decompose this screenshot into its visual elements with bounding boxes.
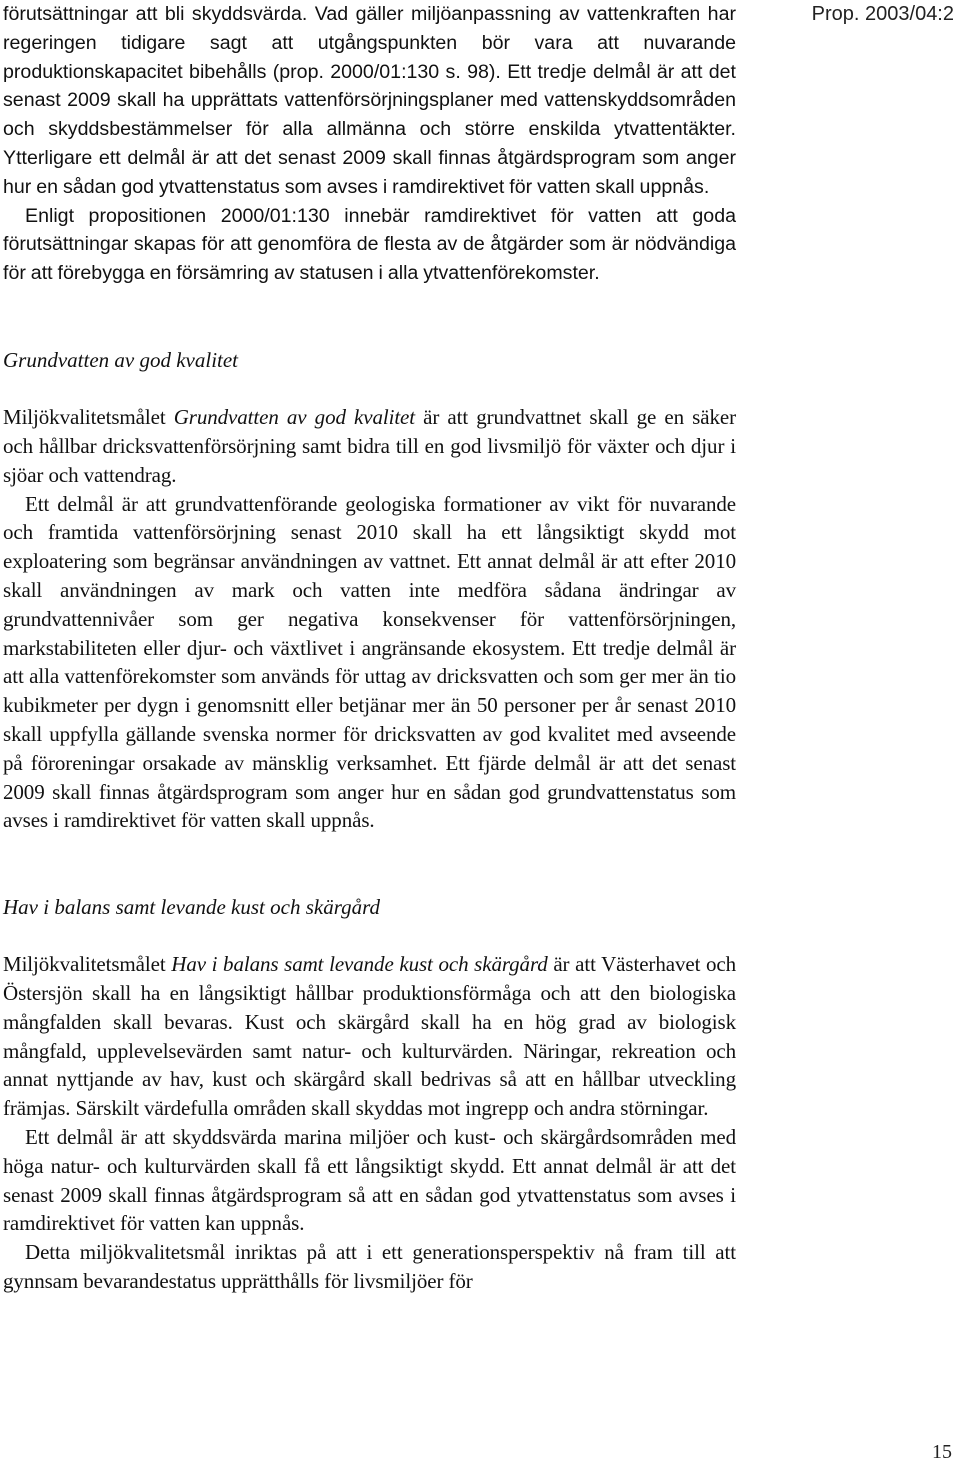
goal-intro-text: Miljökvalitetsmålet — [3, 952, 172, 977]
goal-description: är att grundvattnet skall ge en säker och hållbar dricksvattenförsörjning samt bidra till en god livsmiljö för växter och djur i sjöar och vattendrag. — [3, 405, 736, 487]
groundwater-paragraph-1 — [3, 403, 736, 489]
heading-spacer — [3, 922, 736, 951]
proposition-reference: Prop. 2003/04:2 — [811, 3, 954, 25]
section-spacer — [3, 835, 736, 893]
intro-paragraph-2: Enligt propositionen 2000/01:130 innebär ramdirektivet för vatten att goda förutsättningar skapas för att genomföra de flesta av de åtgärder som är nödvändiga för att förebygga en försämring av statusen i alla ytvattenförekomster. — [3, 204, 736, 285]
intro-paragraph-1: förutsättningar att bli skyddsvärda. Vad gäller miljöanpassning av vattenkraften har regeringen tidigare sagt att utgångspunkten bör vara att nuvarande produktionskapacitet bibehålls (prop. 2000/01:130 s. 98). Ett tredje delmål är att det senast 2009 skall ha upprättats vattenförsörjningsplaner med vattenskyddsområden och skyddsbestämmelser för alla allmänna och större enskilda ytvattentäkter. Ytterligare ett delmål är att det senast 2009 skall finnas åtgärdsprogram som anger hur en sådan god ytvattenstatus som avses i ramdirektivet för vatten skall uppnås. — [3, 3, 736, 198]
body-text-column — [3, 0, 736, 1296]
sea-paragraph-2: Ett delmål är att skyddsvärda marina miljöer och kust- och skärgårdsområden med höga natur- och kulturvärden skall få ett långsiktigt skydd. Ett annat delmål är att det senast 2009 skall finnas åtgärdsprogram så att en sådan god ytvattenstatus som avses i ramdirektivet för vatten kan uppnås. — [3, 1125, 736, 1236]
section-heading-groundwater: Grundvatten av god kvalitet — [3, 347, 239, 372]
page-number: 15 — [932, 1441, 952, 1463]
sea-paragraph-3: Detta miljökvalitetsmål inriktas på att i ett generationsperspektiv nå fram till att gynnsam bevarandestatus upprätthålls för livsmiljöer för — [3, 1240, 736, 1294]
goal-description: är att Västerhavet och Östersjön skall ha en långsiktigt hållbar produktionsförmåga och att den biologiska mångfalden skall bevaras. Kust och skärgård skall ha en hög grad av biologisk mångfald, upplevelsevärden samt natur- och kulturvärden. Näringar, rekreation och annat nyttjande av hav, kust och skärgård skall bedrivas så att en hållbar utveckling främjas. Särskilt värdefulla områden skall skyddas mot ingrepp och andra störningar. — [3, 952, 736, 1121]
goal-name: Hav i balans samt levande kust och skärgård — [171, 952, 548, 977]
goal-intro-text: Miljökvalitetsmålet — [3, 405, 174, 430]
groundwater-paragraph-2: Ett delmål är att grundvattenförande geologiska formationer av vikt för nuvarande och framtida vattenförsörjning senast 2010 skall ha ett långsiktigt skydd mot exploatering som begränsar användningen av vattnet. Ett annat delmål är att efter 2010 skall användningen av mark och vatten inte medföra sådana ändringar av grundvattennivåer som ger negativa konsekvenser för vattenförsörjningen, markstabiliteten eller djur- och växtlivet i angränsande ekosystem. Ett tredje delmål är att alla vattenförekomster som används för uttag av dricksvatten och som ger mer än tio kubikmeter per dygn i genomsnitt eller betjänar mer än 50 personer per år senast 2010 skall uppfylla gällande svenska normer för dricksvatten av god kvalitet med avseende på föroreningar orsakade av mänsklig verksamhet. Ett fjärde delmål är att det senast 2009 skall finnas åtgärdsprogram som anger hur en sådan god grundvattenstatus som avses i ramdirektivet för vatten skall uppnås. — [3, 491, 736, 833]
goal-name: Grundvatten av god kvalitet — [173, 405, 416, 430]
heading-spacer — [3, 374, 736, 403]
sea-paragraph-1 — [3, 950, 736, 1123]
section-spacer — [3, 288, 736, 346]
section-heading-sea: Hav i balans samt levande kust och skärgård — [3, 894, 380, 919]
